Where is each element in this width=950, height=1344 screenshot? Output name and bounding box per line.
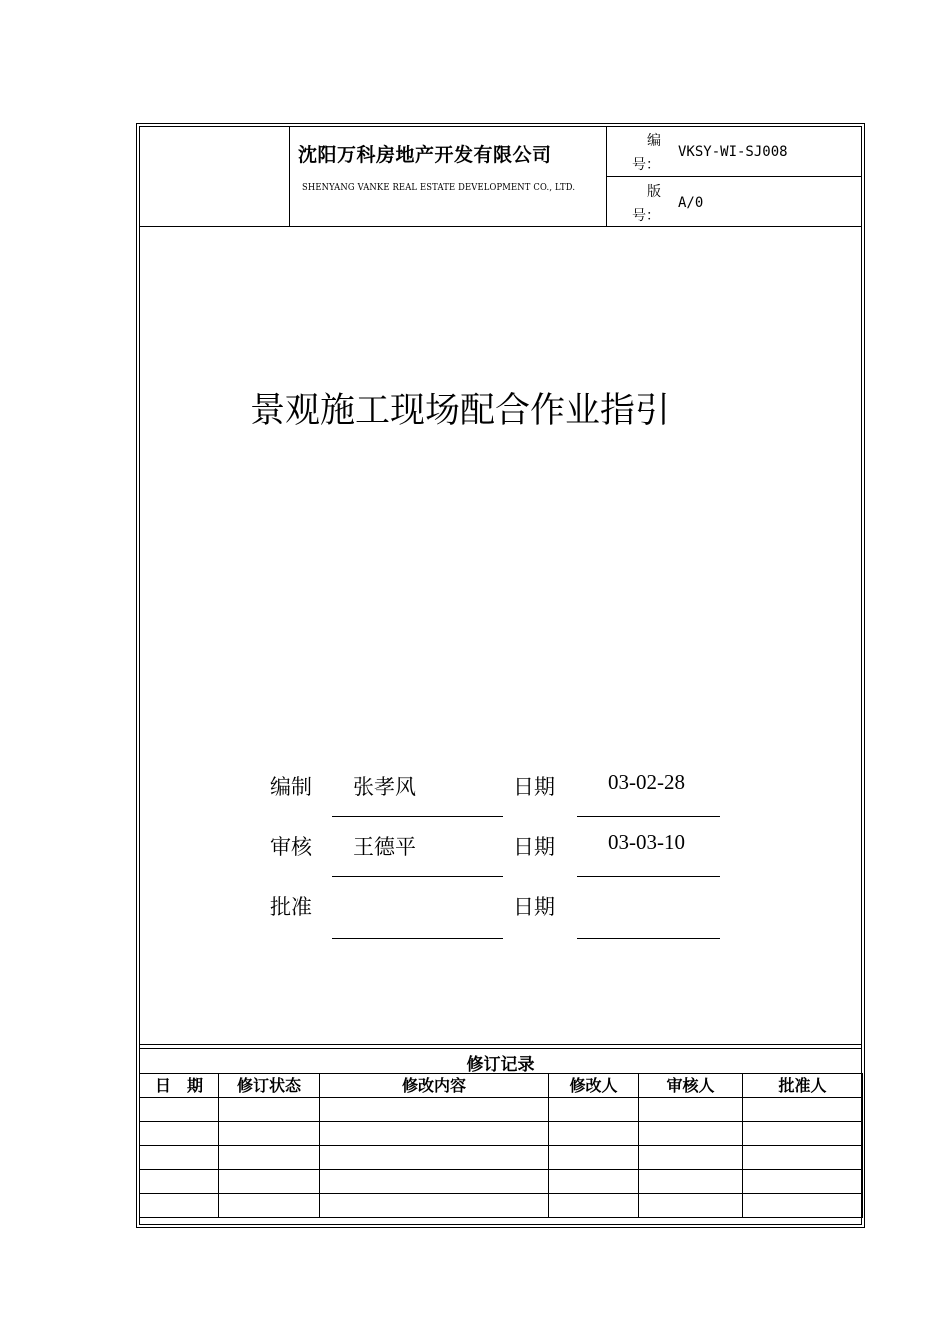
table-cell xyxy=(219,1098,320,1122)
column-header-date: 日 期 xyxy=(140,1074,219,1098)
table-cell xyxy=(320,1146,549,1170)
table-cell xyxy=(219,1170,320,1194)
header-meta-row-divider xyxy=(606,176,862,177)
table-cell xyxy=(639,1098,743,1122)
table-cell xyxy=(639,1194,743,1218)
revision-divider xyxy=(139,1048,862,1049)
table-cell xyxy=(140,1146,219,1170)
signoff-role-approved: 批准 xyxy=(270,895,312,919)
table-cell xyxy=(639,1146,743,1170)
signoff-date-reviewed: 03-03-10 xyxy=(608,830,685,854)
version-label-1: 版 xyxy=(647,184,661,200)
table-cell xyxy=(219,1146,320,1170)
signoff-role-reviewed: 审核 xyxy=(270,835,312,859)
table-cell xyxy=(549,1122,639,1146)
table-row xyxy=(140,1194,863,1218)
table-cell xyxy=(549,1194,639,1218)
table-cell xyxy=(140,1170,219,1194)
signoff-name-line xyxy=(332,876,503,877)
table-cell xyxy=(140,1194,219,1218)
table-cell xyxy=(320,1122,549,1146)
header-logo-divider xyxy=(289,126,290,226)
table-cell xyxy=(549,1098,639,1122)
signoff-date-label-reviewed: 日期 xyxy=(513,835,555,859)
document-code: VKSY-WI-SJ008 xyxy=(678,144,788,160)
table-cell xyxy=(743,1170,863,1194)
column-header-approver: 批准人 xyxy=(743,1074,863,1098)
table-cell xyxy=(639,1170,743,1194)
column-header-status: 修订状态 xyxy=(219,1074,320,1098)
table-cell xyxy=(219,1194,320,1218)
table-row xyxy=(140,1122,863,1146)
table-cell xyxy=(549,1170,639,1194)
revision-header-row xyxy=(140,1074,863,1098)
table-cell xyxy=(320,1098,549,1122)
table-cell xyxy=(320,1194,549,1218)
code-label-1: 编 xyxy=(647,133,661,149)
column-header-modifier: 修改人 xyxy=(549,1074,639,1098)
table-cell xyxy=(639,1122,743,1146)
table-cell xyxy=(140,1122,219,1146)
table-cell xyxy=(743,1098,863,1122)
table-cell xyxy=(140,1098,219,1122)
signoff-role-prepared: 编制 xyxy=(270,775,312,799)
signoff-name-prepared: 张孝风 xyxy=(353,775,416,799)
signoff-date-line xyxy=(577,876,720,877)
signoff-name-line xyxy=(332,938,503,939)
table-cell xyxy=(743,1122,863,1146)
signoff-name-line xyxy=(332,816,503,817)
header-divider xyxy=(139,226,862,227)
table-row xyxy=(140,1170,863,1194)
version-label-2: 号： xyxy=(632,208,660,224)
column-header-content: 修改内容 xyxy=(320,1074,549,1098)
signoff-date-prepared: 03-02-28 xyxy=(608,770,685,794)
revision-table xyxy=(139,1073,863,1218)
table-row xyxy=(140,1098,863,1122)
document-version: A/0 xyxy=(678,195,704,211)
document-title: 景观施工现场配合作业指引 xyxy=(250,391,671,431)
signoff-name-reviewed: 王德平 xyxy=(353,835,416,859)
table-row xyxy=(140,1146,863,1170)
code-label-2: 号： xyxy=(632,157,660,173)
signoff-date-label-approved: 日期 xyxy=(513,895,555,919)
company-name-cn: 沈阳万科房地产开发有限公司 xyxy=(298,144,552,166)
table-cell xyxy=(549,1146,639,1170)
signoff-date-line xyxy=(577,938,720,939)
table-cell xyxy=(743,1146,863,1170)
signoff-date-line xyxy=(577,816,720,817)
table-cell xyxy=(320,1170,549,1194)
column-header-reviewer: 审核人 xyxy=(639,1074,743,1098)
revision-divider xyxy=(139,1044,862,1045)
table-cell xyxy=(219,1122,320,1146)
company-name-en: SHENYANG VANKE REAL ESTATE DEVELOPMENT CO., LTD. xyxy=(302,182,576,193)
table-cell xyxy=(743,1194,863,1218)
revision-title: 修订记录 xyxy=(466,1055,535,1075)
signoff-date-label-prepared: 日期 xyxy=(513,775,555,799)
